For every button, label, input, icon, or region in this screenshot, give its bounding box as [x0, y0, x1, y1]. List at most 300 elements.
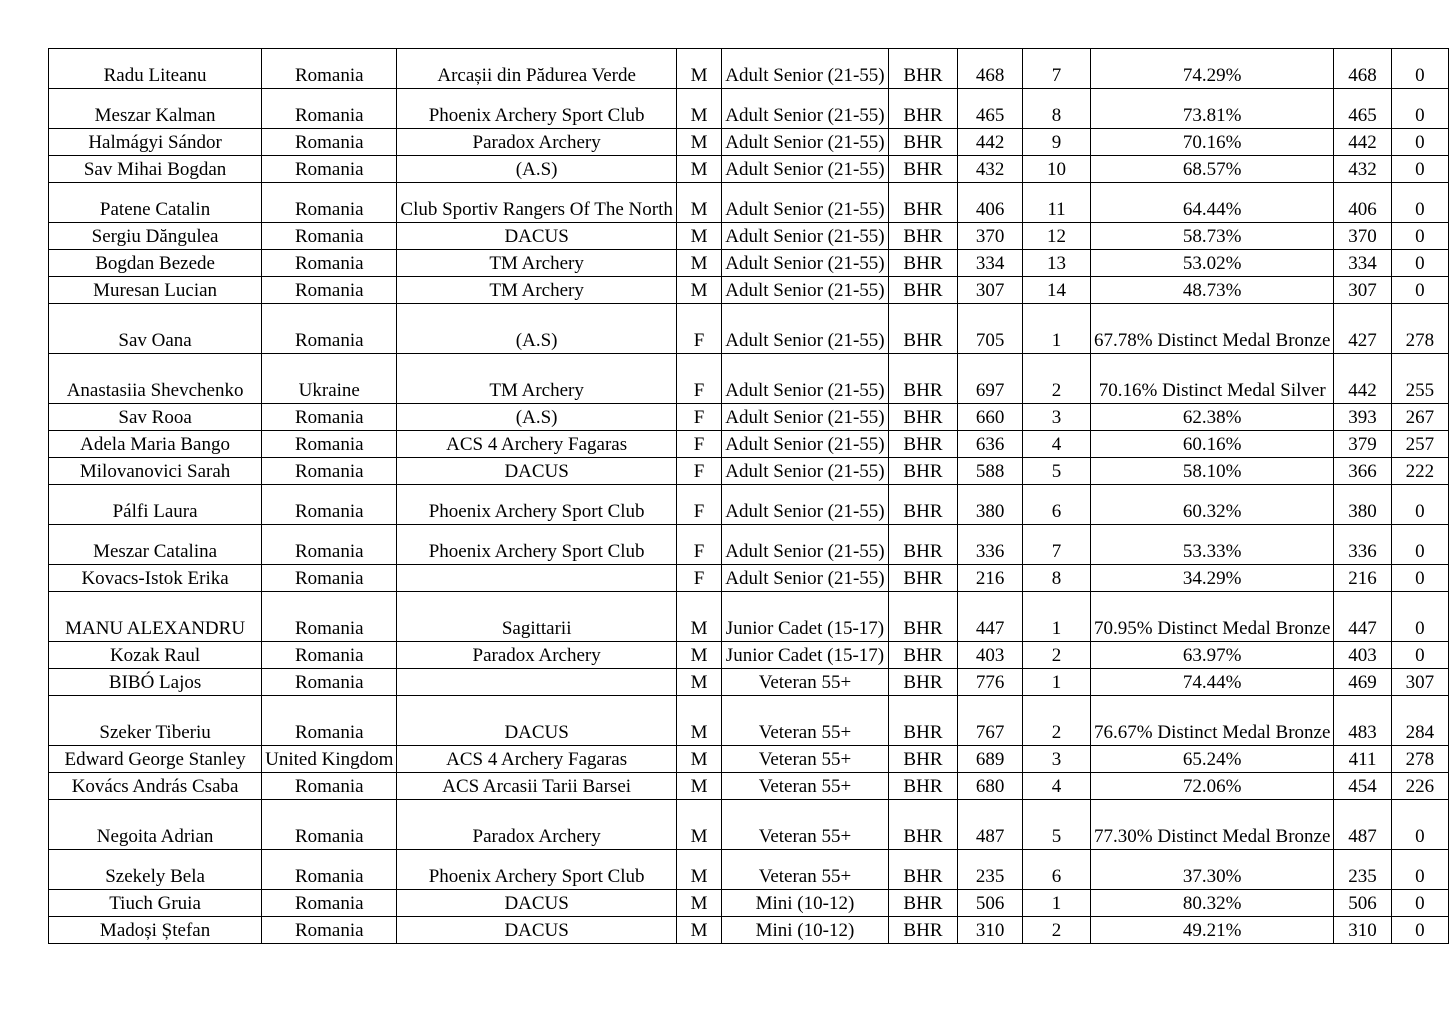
gender-cell: F	[676, 431, 721, 458]
club-cell: Paradox Archery	[397, 642, 677, 669]
round-2-score-cell: 0	[1391, 277, 1448, 304]
archer-name-cell: Madoși Ștefan	[49, 917, 262, 944]
gender-cell: F	[676, 354, 721, 404]
bow-style-cell: BHR	[888, 277, 958, 304]
rank-cell: 3	[1022, 746, 1090, 773]
percentage-award-cell: 62.38%	[1091, 404, 1334, 431]
archer-name-cell: Patene Catalin	[49, 183, 262, 223]
country-cell: Romania	[262, 696, 397, 746]
category-cell: Veteran 55+	[722, 746, 888, 773]
gender-cell: F	[676, 458, 721, 485]
rank-cell: 12	[1022, 223, 1090, 250]
rank-cell: 11	[1022, 183, 1090, 223]
archer-name-cell: Milovanovici Sarah	[49, 458, 262, 485]
rank-cell: 4	[1022, 773, 1090, 800]
category-cell: Veteran 55+	[722, 773, 888, 800]
total-score-cell: 235	[958, 850, 1023, 890]
archer-name-cell: Tiuch Gruia	[49, 890, 262, 917]
gender-cell: M	[676, 592, 721, 642]
gender-cell: M	[676, 850, 721, 890]
total-score-cell: 636	[958, 431, 1023, 458]
bow-style-cell: BHR	[888, 404, 958, 431]
percentage-award-cell: 68.57%	[1091, 156, 1334, 183]
category-cell: Adult Senior (21-55)	[722, 525, 888, 565]
percentage-award-cell: 37.30%	[1091, 850, 1334, 890]
archer-name-cell: BIBÓ Lajos	[49, 669, 262, 696]
rank-cell: 10	[1022, 156, 1090, 183]
bow-style-cell: BHR	[888, 49, 958, 89]
round-2-score-cell: 226	[1391, 773, 1448, 800]
category-cell: Adult Senior (21-55)	[722, 156, 888, 183]
percentage-award-cell: 74.29%	[1091, 49, 1334, 89]
table-row	[49, 304, 1449, 354]
archer-name-cell: Kovács András Csaba	[49, 773, 262, 800]
rank-cell: 3	[1022, 404, 1090, 431]
table-row	[49, 850, 1449, 890]
rank-cell: 7	[1022, 525, 1090, 565]
round-2-score-cell: 278	[1391, 746, 1448, 773]
club-cell: DACUS	[397, 223, 677, 250]
archer-name-cell: Kozak Raul	[49, 642, 262, 669]
table-row	[49, 49, 1449, 89]
total-score-cell: 432	[958, 156, 1023, 183]
bow-style-cell: BHR	[888, 565, 958, 592]
club-cell: ACS 4 Archery Fagaras	[397, 431, 677, 458]
archer-name-cell: Kovacs-Istok Erika	[49, 565, 262, 592]
gender-cell: M	[676, 277, 721, 304]
table-row	[49, 223, 1449, 250]
gender-cell: M	[676, 746, 721, 773]
gender-cell: M	[676, 696, 721, 746]
percentage-award-cell: 60.16%	[1091, 431, 1334, 458]
round-2-score-cell: 0	[1391, 223, 1448, 250]
gender-cell: M	[676, 773, 721, 800]
archer-name-cell: Adela Maria Bango	[49, 431, 262, 458]
round-2-score-cell: 0	[1391, 850, 1448, 890]
gender-cell: M	[676, 642, 721, 669]
round-2-score-cell: 0	[1391, 565, 1448, 592]
country-cell: Romania	[262, 592, 397, 642]
category-cell: Adult Senior (21-55)	[722, 565, 888, 592]
total-score-cell: 310	[958, 917, 1023, 944]
table-row	[49, 156, 1449, 183]
club-cell: DACUS	[397, 917, 677, 944]
country-cell: Romania	[262, 485, 397, 525]
club-cell: Phoenix Archery Sport Club	[397, 525, 677, 565]
bow-style-cell: BHR	[888, 592, 958, 642]
bow-style-cell: BHR	[888, 304, 958, 354]
archer-name-cell: Negoita Adrian	[49, 800, 262, 850]
archer-name-cell: Sav Oana	[49, 304, 262, 354]
category-cell: Veteran 55+	[722, 696, 888, 746]
percentage-award-cell: 76.67% Distinct Medal Bronze	[1091, 696, 1334, 746]
country-cell: Romania	[262, 223, 397, 250]
country-cell: Romania	[262, 250, 397, 277]
table-row	[49, 669, 1449, 696]
round-1-score-cell: 483	[1334, 696, 1391, 746]
table-row	[49, 354, 1449, 404]
total-score-cell: 403	[958, 642, 1023, 669]
round-1-score-cell: 307	[1334, 277, 1391, 304]
percentage-award-cell: 80.32%	[1091, 890, 1334, 917]
round-1-score-cell: 468	[1334, 49, 1391, 89]
club-cell: Paradox Archery	[397, 129, 677, 156]
table-row	[49, 592, 1449, 642]
archer-name-cell: Meszar Catalina	[49, 525, 262, 565]
country-cell: Romania	[262, 304, 397, 354]
country-cell: Romania	[262, 49, 397, 89]
gender-cell: F	[676, 404, 721, 431]
country-cell: Romania	[262, 404, 397, 431]
round-1-score-cell: 393	[1334, 404, 1391, 431]
archer-name-cell: Meszar Kalman	[49, 89, 262, 129]
rank-cell: 2	[1022, 354, 1090, 404]
archer-name-cell: Sav Mihai Bogdan	[49, 156, 262, 183]
archer-name-cell: Anastasiia Shevchenko	[49, 354, 262, 404]
category-cell: Junior Cadet (15-17)	[722, 592, 888, 642]
round-1-score-cell: 465	[1334, 89, 1391, 129]
rank-cell: 1	[1022, 592, 1090, 642]
percentage-award-cell: 74.44%	[1091, 669, 1334, 696]
percentage-award-cell: 77.30% Distinct Medal Bronze	[1091, 800, 1334, 850]
rank-cell: 6	[1022, 485, 1090, 525]
round-2-score-cell: 0	[1391, 183, 1448, 223]
rank-cell: 9	[1022, 129, 1090, 156]
table-row	[49, 250, 1449, 277]
round-2-score-cell: 0	[1391, 89, 1448, 129]
round-2-score-cell: 0	[1391, 485, 1448, 525]
bow-style-cell: BHR	[888, 485, 958, 525]
total-score-cell: 705	[958, 304, 1023, 354]
club-cell: (A.S)	[397, 156, 677, 183]
gender-cell: M	[676, 156, 721, 183]
total-score-cell: 689	[958, 746, 1023, 773]
percentage-award-cell: 53.33%	[1091, 525, 1334, 565]
rank-cell: 5	[1022, 458, 1090, 485]
category-cell: Adult Senior (21-55)	[722, 431, 888, 458]
total-score-cell: 697	[958, 354, 1023, 404]
country-cell: Romania	[262, 525, 397, 565]
total-score-cell: 380	[958, 485, 1023, 525]
percentage-award-cell: 65.24%	[1091, 746, 1334, 773]
total-score-cell: 370	[958, 223, 1023, 250]
club-cell: DACUS	[397, 890, 677, 917]
round-2-score-cell: 0	[1391, 642, 1448, 669]
club-cell: ACS 4 Archery Fagaras	[397, 746, 677, 773]
rank-cell: 8	[1022, 565, 1090, 592]
category-cell: Veteran 55+	[722, 850, 888, 890]
gender-cell: M	[676, 223, 721, 250]
total-score-cell: 468	[958, 49, 1023, 89]
total-score-cell: 506	[958, 890, 1023, 917]
table-row	[49, 696, 1449, 746]
round-1-score-cell: 406	[1334, 183, 1391, 223]
archer-name-cell: MANU ALEXANDRU	[49, 592, 262, 642]
table-row	[49, 404, 1449, 431]
club-cell: Phoenix Archery Sport Club	[397, 485, 677, 525]
bow-style-cell: BHR	[888, 917, 958, 944]
archer-name-cell: Szekely Bela	[49, 850, 262, 890]
category-cell: Adult Senior (21-55)	[722, 458, 888, 485]
table-row	[49, 129, 1449, 156]
round-2-score-cell: 257	[1391, 431, 1448, 458]
bow-style-cell: BHR	[888, 250, 958, 277]
club-cell: TM Archery	[397, 354, 677, 404]
total-score-cell: 406	[958, 183, 1023, 223]
gender-cell: M	[676, 89, 721, 129]
rank-cell: 6	[1022, 850, 1090, 890]
percentage-award-cell: 58.10%	[1091, 458, 1334, 485]
gender-cell: M	[676, 669, 721, 696]
country-cell: Romania	[262, 458, 397, 485]
round-2-score-cell: 284	[1391, 696, 1448, 746]
club-cell: Phoenix Archery Sport Club	[397, 89, 677, 129]
total-score-cell: 588	[958, 458, 1023, 485]
bow-style-cell: BHR	[888, 89, 958, 129]
percentage-award-cell: 58.73%	[1091, 223, 1334, 250]
table-row	[49, 525, 1449, 565]
percentage-award-cell: 49.21%	[1091, 917, 1334, 944]
round-1-score-cell: 334	[1334, 250, 1391, 277]
bow-style-cell: BHR	[888, 129, 958, 156]
table-row	[49, 458, 1449, 485]
round-2-score-cell: 0	[1391, 129, 1448, 156]
rank-cell: 5	[1022, 800, 1090, 850]
archer-name-cell: Bogdan Bezede	[49, 250, 262, 277]
archer-name-cell: Halmágyi Sándor	[49, 129, 262, 156]
gender-cell: M	[676, 917, 721, 944]
round-2-score-cell: 278	[1391, 304, 1448, 354]
category-cell: Mini (10-12)	[722, 890, 888, 917]
table-row	[49, 565, 1449, 592]
rank-cell: 8	[1022, 89, 1090, 129]
total-score-cell: 447	[958, 592, 1023, 642]
category-cell: Junior Cadet (15-17)	[722, 642, 888, 669]
country-cell: Romania	[262, 850, 397, 890]
category-cell: Adult Senior (21-55)	[722, 304, 888, 354]
gender-cell: F	[676, 485, 721, 525]
total-score-cell: 660	[958, 404, 1023, 431]
rank-cell: 2	[1022, 642, 1090, 669]
total-score-cell: 336	[958, 525, 1023, 565]
club-cell: TM Archery	[397, 250, 677, 277]
country-cell: Romania	[262, 129, 397, 156]
rank-cell: 13	[1022, 250, 1090, 277]
round-2-score-cell: 0	[1391, 917, 1448, 944]
round-1-score-cell: 380	[1334, 485, 1391, 525]
total-score-cell: 334	[958, 250, 1023, 277]
category-cell: Adult Senior (21-55)	[722, 49, 888, 89]
rank-cell: 2	[1022, 917, 1090, 944]
percentage-award-cell: 70.16%	[1091, 129, 1334, 156]
round-1-score-cell: 235	[1334, 850, 1391, 890]
country-cell: Romania	[262, 89, 397, 129]
table-row	[49, 746, 1449, 773]
bow-style-cell: BHR	[888, 183, 958, 223]
bow-style-cell: BHR	[888, 223, 958, 250]
table-row	[49, 89, 1449, 129]
round-2-score-cell: 0	[1391, 525, 1448, 565]
category-cell: Adult Senior (21-55)	[722, 183, 888, 223]
category-cell: Adult Senior (21-55)	[722, 485, 888, 525]
round-1-score-cell: 432	[1334, 156, 1391, 183]
country-cell: Romania	[262, 277, 397, 304]
rank-cell: 1	[1022, 890, 1090, 917]
rank-cell: 1	[1022, 669, 1090, 696]
rank-cell: 1	[1022, 304, 1090, 354]
round-2-score-cell: 0	[1391, 890, 1448, 917]
round-2-score-cell: 0	[1391, 49, 1448, 89]
archer-name-cell: Radu Liteanu	[49, 49, 262, 89]
gender-cell: F	[676, 304, 721, 354]
round-1-score-cell: 487	[1334, 800, 1391, 850]
round-1-score-cell: 216	[1334, 565, 1391, 592]
results-body	[49, 49, 1449, 944]
gender-cell: F	[676, 565, 721, 592]
rank-cell: 4	[1022, 431, 1090, 458]
percentage-award-cell: 67.78% Distinct Medal Bronze	[1091, 304, 1334, 354]
bow-style-cell: BHR	[888, 696, 958, 746]
country-cell: Romania	[262, 431, 397, 458]
country-cell: Romania	[262, 156, 397, 183]
percentage-award-cell: 70.16% Distinct Medal Silver	[1091, 354, 1334, 404]
round-1-score-cell: 403	[1334, 642, 1391, 669]
gender-cell: M	[676, 49, 721, 89]
total-score-cell: 465	[958, 89, 1023, 129]
club-cell	[397, 565, 677, 592]
round-1-score-cell: 336	[1334, 525, 1391, 565]
round-1-score-cell: 379	[1334, 431, 1391, 458]
club-cell	[397, 669, 677, 696]
percentage-award-cell: 73.81%	[1091, 89, 1334, 129]
round-1-score-cell: 370	[1334, 223, 1391, 250]
table-row	[49, 485, 1449, 525]
gender-cell: F	[676, 525, 721, 565]
country-cell: Romania	[262, 183, 397, 223]
club-cell: (A.S)	[397, 304, 677, 354]
rank-cell: 7	[1022, 49, 1090, 89]
bow-style-cell: BHR	[888, 800, 958, 850]
category-cell: Adult Senior (21-55)	[722, 404, 888, 431]
gender-cell: M	[676, 250, 721, 277]
round-1-score-cell: 506	[1334, 890, 1391, 917]
club-cell: DACUS	[397, 696, 677, 746]
category-cell: Veteran 55+	[722, 669, 888, 696]
table-row	[49, 773, 1449, 800]
table-row	[49, 431, 1449, 458]
category-cell: Adult Senior (21-55)	[722, 223, 888, 250]
table-row	[49, 183, 1449, 223]
gender-cell: M	[676, 800, 721, 850]
club-cell: TM Archery	[397, 277, 677, 304]
total-score-cell: 216	[958, 565, 1023, 592]
table-row	[49, 642, 1449, 669]
bow-style-cell: BHR	[888, 525, 958, 565]
round-1-score-cell: 427	[1334, 304, 1391, 354]
table-row	[49, 277, 1449, 304]
percentage-award-cell: 34.29%	[1091, 565, 1334, 592]
bow-style-cell: BHR	[888, 890, 958, 917]
bow-style-cell: BHR	[888, 354, 958, 404]
round-2-score-cell: 0	[1391, 592, 1448, 642]
round-2-score-cell: 0	[1391, 156, 1448, 183]
club-cell: Phoenix Archery Sport Club	[397, 850, 677, 890]
category-cell: Mini (10-12)	[722, 917, 888, 944]
country-cell: United Kingdom	[262, 746, 397, 773]
category-cell: Adult Senior (21-55)	[722, 277, 888, 304]
country-cell: Romania	[262, 890, 397, 917]
club-cell: Paradox Archery	[397, 800, 677, 850]
category-cell: Adult Senior (21-55)	[722, 129, 888, 156]
round-1-score-cell: 310	[1334, 917, 1391, 944]
round-1-score-cell: 411	[1334, 746, 1391, 773]
percentage-award-cell: 70.95% Distinct Medal Bronze	[1091, 592, 1334, 642]
rank-cell: 2	[1022, 696, 1090, 746]
total-score-cell: 776	[958, 669, 1023, 696]
round-2-score-cell: 222	[1391, 458, 1448, 485]
club-cell: DACUS	[397, 458, 677, 485]
country-cell: Romania	[262, 642, 397, 669]
bow-style-cell: BHR	[888, 850, 958, 890]
percentage-award-cell: 63.97%	[1091, 642, 1334, 669]
club-cell: Club Sportiv Rangers Of The North	[397, 183, 677, 223]
category-cell: Veteran 55+	[722, 800, 888, 850]
round-1-score-cell: 469	[1334, 669, 1391, 696]
bow-style-cell: BHR	[888, 431, 958, 458]
results-table	[48, 48, 1449, 944]
percentage-award-cell: 48.73%	[1091, 277, 1334, 304]
country-cell: Romania	[262, 669, 397, 696]
archer-name-cell: Edward George Stanley	[49, 746, 262, 773]
table-row	[49, 800, 1449, 850]
percentage-award-cell: 72.06%	[1091, 773, 1334, 800]
bow-style-cell: BHR	[888, 773, 958, 800]
category-cell: Adult Senior (21-55)	[722, 354, 888, 404]
bow-style-cell: BHR	[888, 156, 958, 183]
archer-name-cell: Sav Rooa	[49, 404, 262, 431]
gender-cell: M	[676, 183, 721, 223]
round-1-score-cell: 366	[1334, 458, 1391, 485]
country-cell: Romania	[262, 800, 397, 850]
total-score-cell: 767	[958, 696, 1023, 746]
table-row	[49, 890, 1449, 917]
percentage-award-cell: 64.44%	[1091, 183, 1334, 223]
country-cell: Romania	[262, 773, 397, 800]
round-1-score-cell: 442	[1334, 129, 1391, 156]
category-cell: Adult Senior (21-55)	[722, 250, 888, 277]
percentage-award-cell: 60.32%	[1091, 485, 1334, 525]
total-score-cell: 442	[958, 129, 1023, 156]
total-score-cell: 307	[958, 277, 1023, 304]
gender-cell: M	[676, 890, 721, 917]
percentage-award-cell: 53.02%	[1091, 250, 1334, 277]
rank-cell: 14	[1022, 277, 1090, 304]
club-cell: (A.S)	[397, 404, 677, 431]
round-2-score-cell: 307	[1391, 669, 1448, 696]
archer-name-cell: Szeker Tiberiu	[49, 696, 262, 746]
bow-style-cell: BHR	[888, 746, 958, 773]
country-cell: Romania	[262, 917, 397, 944]
round-1-score-cell: 447	[1334, 592, 1391, 642]
round-2-score-cell: 0	[1391, 800, 1448, 850]
bow-style-cell: BHR	[888, 642, 958, 669]
round-2-score-cell: 255	[1391, 354, 1448, 404]
total-score-cell: 680	[958, 773, 1023, 800]
club-cell: Arcașii din Pădurea Verde	[397, 49, 677, 89]
archer-name-cell: Muresan Lucian	[49, 277, 262, 304]
club-cell: ACS Arcasii Tarii Barsei	[397, 773, 677, 800]
bow-style-cell: BHR	[888, 458, 958, 485]
